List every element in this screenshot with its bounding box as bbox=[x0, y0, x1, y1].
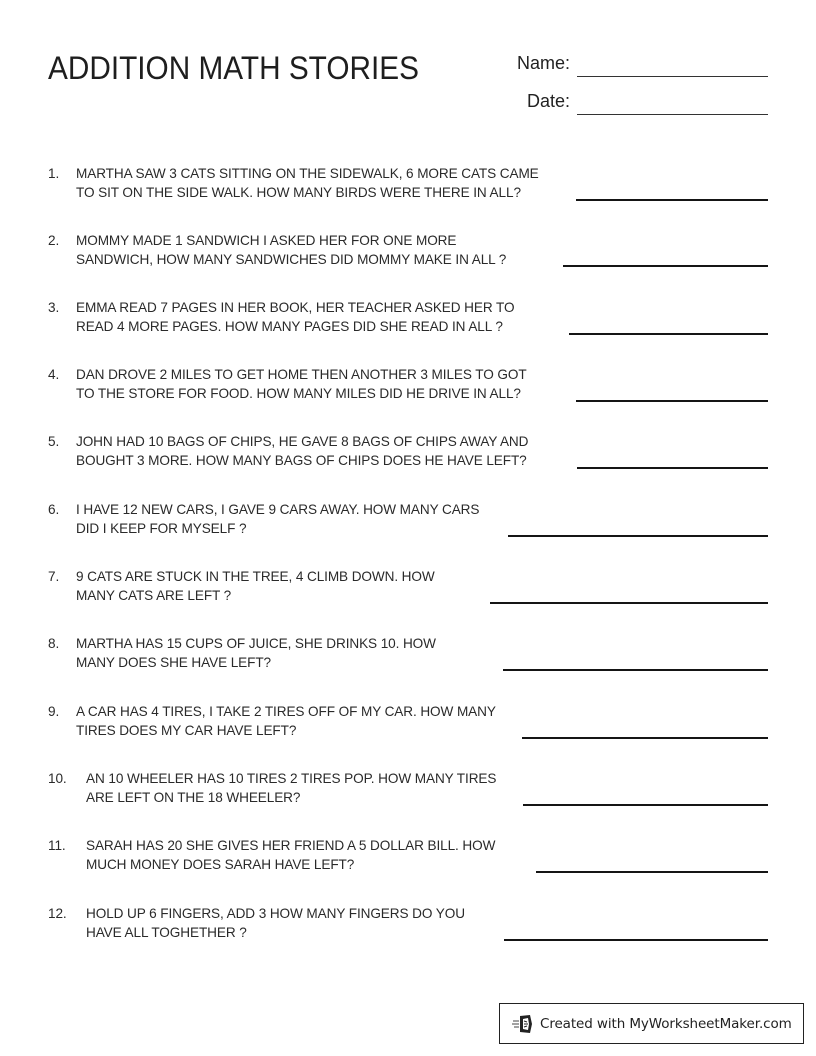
question-text-line: HOLD UP 6 FINGERS, ADD 3 HOW MANY FINGERS DO YOU bbox=[86, 906, 465, 921]
date-label: Date: bbox=[526, 91, 570, 111]
question-number: 6. bbox=[48, 502, 60, 517]
question-text-line: MANY CATS ARE LEFT ? bbox=[76, 588, 232, 603]
question-text-line: BOUGHT 3 MORE. HOW MANY BAGS OF CHIPS DOES HE HAVE LEFT? bbox=[76, 453, 527, 468]
question-number: 5. bbox=[48, 434, 60, 449]
answer-line-3[interactable] bbox=[569, 333, 768, 335]
question-number: 4. bbox=[48, 367, 60, 382]
question-text-line: DID I KEEP FOR MYSELF ? bbox=[76, 521, 247, 536]
date-field[interactable] bbox=[577, 114, 768, 115]
question-number: 3. bbox=[48, 300, 60, 315]
question-text-line: AN 10 WHEELER HAS 10 TIRES 2 TIRES POP. HOW MANY TIRES bbox=[86, 771, 497, 786]
question-text-line: EMMA READ 7 PAGES IN HER BOOK, HER TEACHER ASKED HER TO bbox=[76, 300, 515, 315]
question-text-line: ARE LEFT ON THE 18 WHEELER? bbox=[86, 790, 301, 805]
question-text-line: SARAH HAS 20 SHE GIVES HER FRIEND A 5 DOLLAR BILL. HOW bbox=[86, 838, 496, 853]
footer-credit-badge bbox=[499, 1003, 804, 1044]
question-text-line: MANY DOES SHE HAVE LEFT? bbox=[76, 655, 272, 670]
question-text-line: JOHN HAD 10 BAGS OF CHIPS, HE GAVE 8 BAGS OF CHIPS AWAY AND bbox=[76, 434, 529, 449]
answer-line-9[interactable] bbox=[522, 737, 768, 739]
question-number: 11. bbox=[48, 838, 66, 853]
question-text-line: SANDWICH, HOW MANY SANDWICHES DID MOMMY MAKE IN ALL ? bbox=[76, 252, 507, 267]
answer-line-11[interactable] bbox=[536, 871, 768, 873]
question-text-line: MARTHA HAS 15 CUPS OF JUICE, SHE DRINKS 10. HOW bbox=[76, 636, 436, 651]
question-number: 12. bbox=[48, 906, 67, 921]
question-number: 10. bbox=[48, 771, 67, 786]
footer-credit-text: Created with MyWorksheetMaker.com bbox=[540, 1015, 792, 1032]
name-label: Name: bbox=[516, 53, 570, 73]
question-number: 8. bbox=[48, 636, 60, 651]
answer-line-4[interactable] bbox=[576, 400, 768, 402]
question-text-line: TO SIT ON THE SIDE WALK. HOW MANY BIRDS WERE THERE IN ALL? bbox=[76, 185, 521, 200]
answer-line-1[interactable] bbox=[576, 199, 768, 201]
answer-line-8[interactable] bbox=[503, 669, 768, 671]
question-text-line: HAVE ALL TOGHETHER ? bbox=[86, 925, 247, 940]
answer-line-2[interactable] bbox=[563, 265, 768, 267]
name-field[interactable] bbox=[577, 76, 768, 77]
question-text-line: A CAR HAS 4 TIRES, I TAKE 2 TIRES OFF OF MY CAR. HOW MANY bbox=[76, 704, 496, 719]
worksheet-maker-logo-icon bbox=[512, 1013, 534, 1035]
question-text-line: DAN DROVE 2 MILES TO GET HOME THEN ANOTHER 3 MILES TO GOT bbox=[76, 367, 527, 382]
question-number: 1. bbox=[48, 166, 60, 181]
question-text-line: TO THE STORE FOR FOOD. HOW MANY MILES DID HE DRIVE IN ALL? bbox=[76, 386, 521, 401]
question-text-line: I HAVE 12 NEW CARS, I GAVE 9 CARS AWAY. HOW MANY CARS bbox=[76, 502, 480, 517]
question-number: 2. bbox=[48, 233, 60, 248]
answer-line-6[interactable] bbox=[508, 535, 768, 537]
answer-line-5[interactable] bbox=[577, 467, 768, 469]
answer-line-7[interactable] bbox=[490, 602, 768, 604]
answer-line-12[interactable] bbox=[504, 939, 768, 941]
question-number: 9. bbox=[48, 704, 60, 719]
question-text-line: MOMMY MADE 1 SANDWICH I ASKED HER FOR ONE MORE bbox=[76, 233, 457, 248]
question-text-line: 9 CATS ARE STUCK IN THE TREE, 4 CLIMB DOWN. HOW bbox=[76, 569, 435, 584]
question-number: 7. bbox=[48, 569, 60, 584]
page-title: ADDITION MATH STORIES bbox=[48, 50, 419, 86]
answer-line-10[interactable] bbox=[523, 804, 768, 806]
question-text-line: TIRES DOES MY CAR HAVE LEFT? bbox=[76, 723, 297, 738]
question-text-line: MARTHA SAW 3 CATS SITTING ON THE SIDEWALK, 6 MORE CATS CAME bbox=[76, 166, 539, 181]
question-text-line: READ 4 MORE PAGES. HOW MANY PAGES DID SHE READ IN ALL ? bbox=[76, 319, 503, 334]
question-text-line: MUCH MONEY DOES SARAH HAVE LEFT? bbox=[86, 857, 355, 872]
